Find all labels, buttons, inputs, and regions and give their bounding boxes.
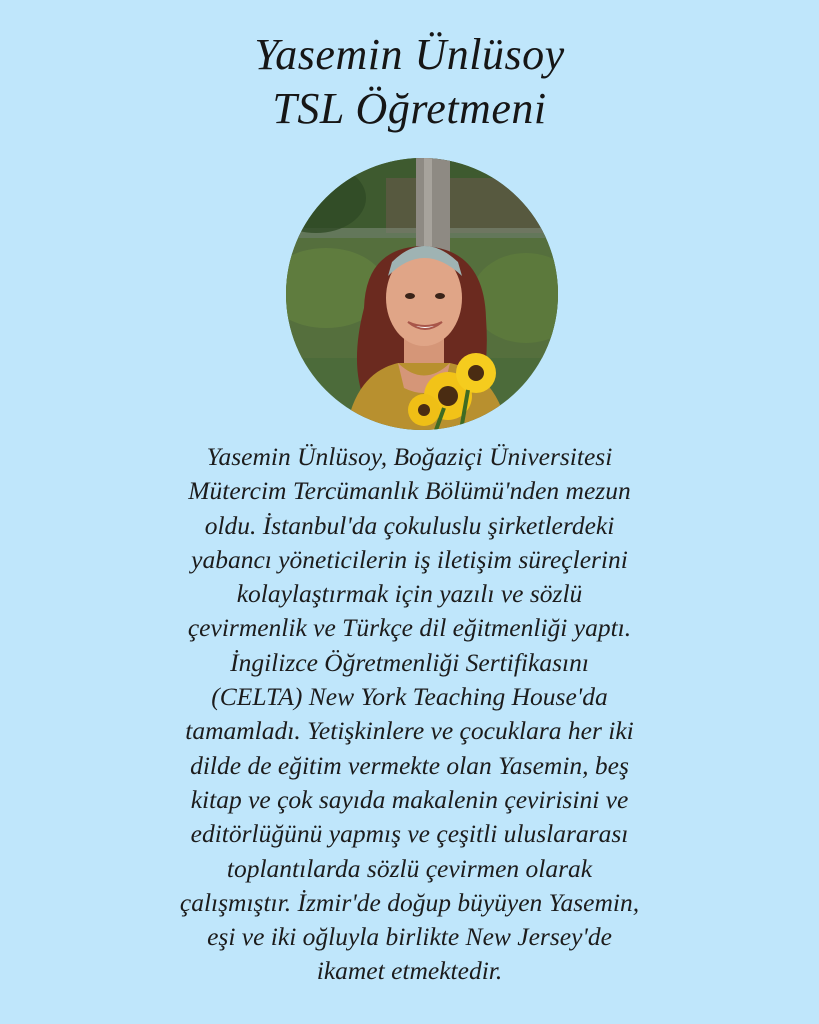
bio-line: oldu. İstanbul'da çokuluslu şirketlerdeki — [204, 510, 615, 540]
biography-text — [120, 440, 699, 989]
bio-line: editörlüğünü yapmış ve çeşitli uluslararası — [190, 819, 629, 849]
bio-line: dilde de eğitim vermekte olan Yasemin, beş — [190, 750, 629, 780]
bio-line: İngilizce Öğretmenliği Sertifikasını — [230, 647, 589, 677]
bio-line: tamamladı. Yetişkinlere ve çocuklara her iki — [185, 716, 634, 746]
bio-line: Yasemin Ünlüsoy, Boğaziçi Üniversitesi — [206, 442, 613, 471]
bio-line: çalışmıştır. İzmir'de doğup büyüyen Yasemin, — [179, 887, 640, 917]
teacher-name: Yasemin Ünlüsoy — [254, 30, 565, 79]
portrait-illustration — [286, 158, 558, 430]
title-block — [0, 28, 819, 136]
bio-line: (CELTA) New York Teaching House'da — [211, 682, 608, 712]
bio-line: yabancı yöneticilerin iş iletişim süreçlerini — [191, 544, 628, 574]
teacher-role: TSL Öğretmeni — [272, 84, 547, 133]
bio-line: eşi ve iki oğluyla birlikte New Jersey'de — [207, 922, 612, 952]
bio-line: Mütercim Tercümanlık Bölümü'nden mezun — [188, 476, 631, 506]
portrait-photo — [286, 158, 558, 430]
bio-line: kitap ve çok sayıda makalenin çevirisini ve — [190, 784, 629, 814]
bio-line: çevirmenlik ve Türkçe dil eğitmenliği yaptı. — [187, 613, 632, 643]
bio-line: ikamet etmektedir. — [316, 956, 503, 986]
bio-line: kolaylaştırmak için yazılı ve sözlü — [236, 579, 583, 609]
bio-line: toplantılarda sözlü çevirmen olarak — [226, 853, 593, 883]
